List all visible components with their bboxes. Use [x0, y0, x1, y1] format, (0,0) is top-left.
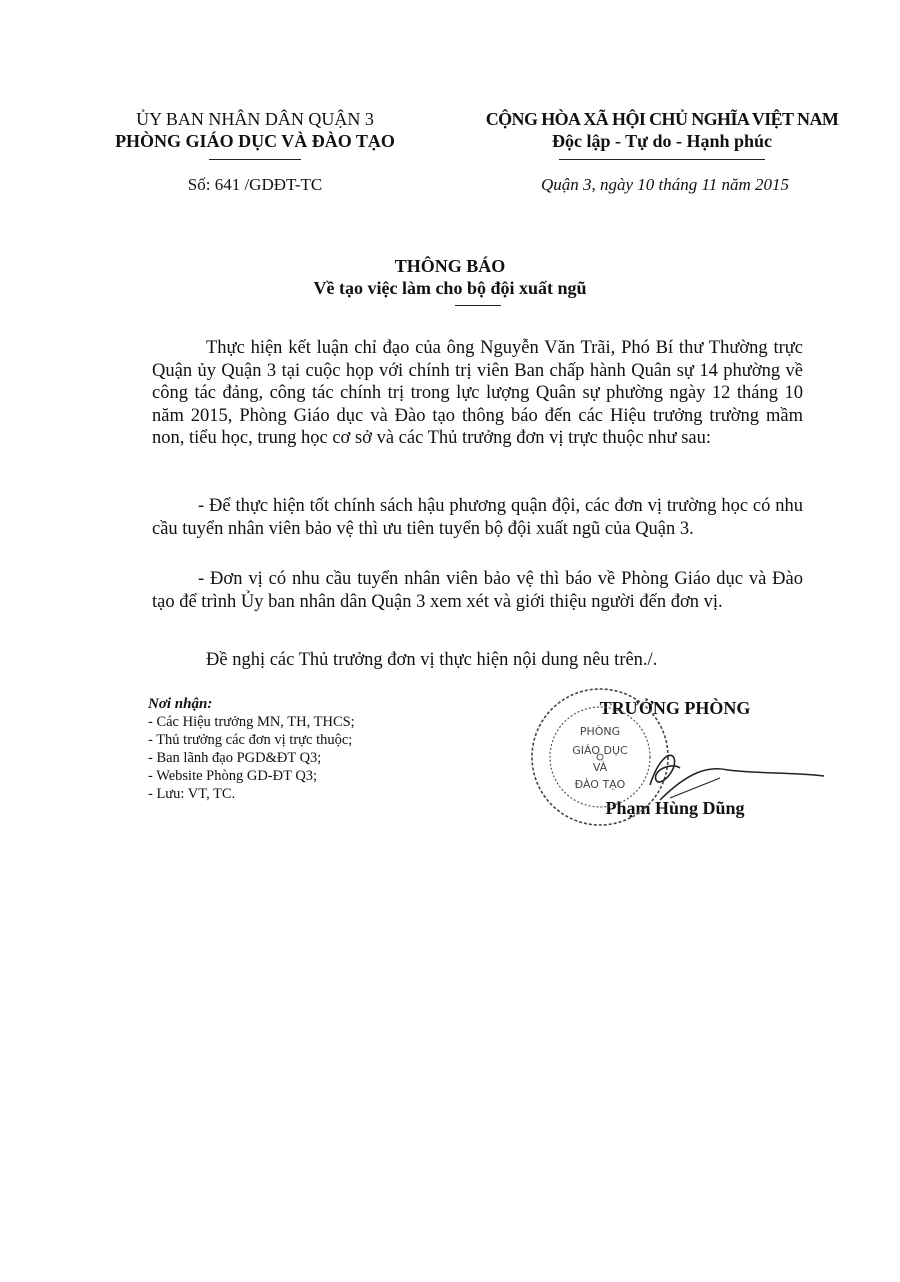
issuer-parent: ỦY BAN NHÂN DÂN QUẬN 3 [136, 109, 374, 129]
recipients-list [148, 695, 355, 803]
recipient-item: - Lưu: VT, TC. [148, 786, 236, 802]
body-paragraph-item-1: - Để thực hiện tốt chính sách hậu phương quận đội, các đơn vị trường học có nhu cầu tuyển nhân viên bảo vệ thì ưu tiên tuyển bộ đội xuất ngũ của Quận 3. [152, 496, 803, 539]
recipient-item: - Thủ trưởng các đơn vị trực thuộc; [148, 732, 353, 748]
recipients-title: Nơi nhận: [148, 696, 213, 712]
title-underline [455, 305, 501, 306]
recipient-item: - Website Phòng GD-ĐT Q3; [148, 768, 318, 784]
body-paragraph-item-2: - Đơn vị có nhu cầu tuyển nhân viên bảo vệ thì báo về Phòng Giáo dục và Đào tạo để trình Ủy ban nhân dân Quận 3 xem xét và giới thiệu người đến đơn vị. [152, 569, 803, 612]
national-title: CỘNG HÒA XÃ HỘI CHỦ NGHĨA VIỆT NAM [485, 109, 839, 129]
national-motto-block [462, 108, 862, 152]
stamp-text-line: PHÒNG [579, 725, 621, 738]
stamp-text-line: VÀ [592, 761, 608, 774]
issuer-block [70, 108, 440, 152]
body-paragraph-intro: Thực hiện kết luận chỉ đạo của ông Nguyễn Văn Trãi, Phó Bí thư Thường trực Quận ủy Quận 3 tại cuộc họp với chính trị viên Ban chấp hành Quân sự 14 phường về công tác đảng, công tác chính trị trong lực lượng Quân sự phường ngày 12 tháng 10 năm 2015, Phòng Giáo dục và Đào tạo thông báo đến các Hiệu trưởng trường mầm non, tiểu học, trung học cơ sở và các Thủ trưởng đơn vị trực thuộc như sau: [152, 338, 803, 449]
document-date: Quận 3, ngày 10 tháng 11 năm 2015 [540, 175, 790, 194]
signer-name: Phạm Hùng Dũng [605, 798, 745, 818]
signer-position: TRƯỞNG PHÒNG [599, 698, 751, 718]
issuer-name: PHÒNG GIÁO DỤC VÀ ĐÀO TẠO [115, 131, 395, 151]
motto-underline [559, 159, 765, 160]
stamp-text-line: GIÁO DỤC [572, 744, 628, 757]
recipient-item: - Các Hiệu trưởng MN, TH, THCS; [148, 714, 355, 730]
body-paragraph-closing: Đề nghị các Thủ trưởng đơn vị thực hiện nội dung nêu trên./. [206, 650, 658, 670]
national-motto: Độc lập - Tự do - Hạnh phúc [551, 131, 773, 151]
document-title: THÔNG BÁO [394, 256, 506, 276]
stamp-text-line: ĐÀO TẠO [574, 778, 626, 791]
issuer-underline [209, 159, 301, 160]
recipient-item: - Ban lãnh đạo PGD&ĐT Q3; [148, 750, 322, 766]
document-subtitle: Về tạo việc làm cho bộ đội xuất ngũ [313, 278, 587, 298]
handwritten-signature [600, 740, 830, 820]
document-number: Số: 641 /GDĐT-TC [187, 175, 323, 194]
